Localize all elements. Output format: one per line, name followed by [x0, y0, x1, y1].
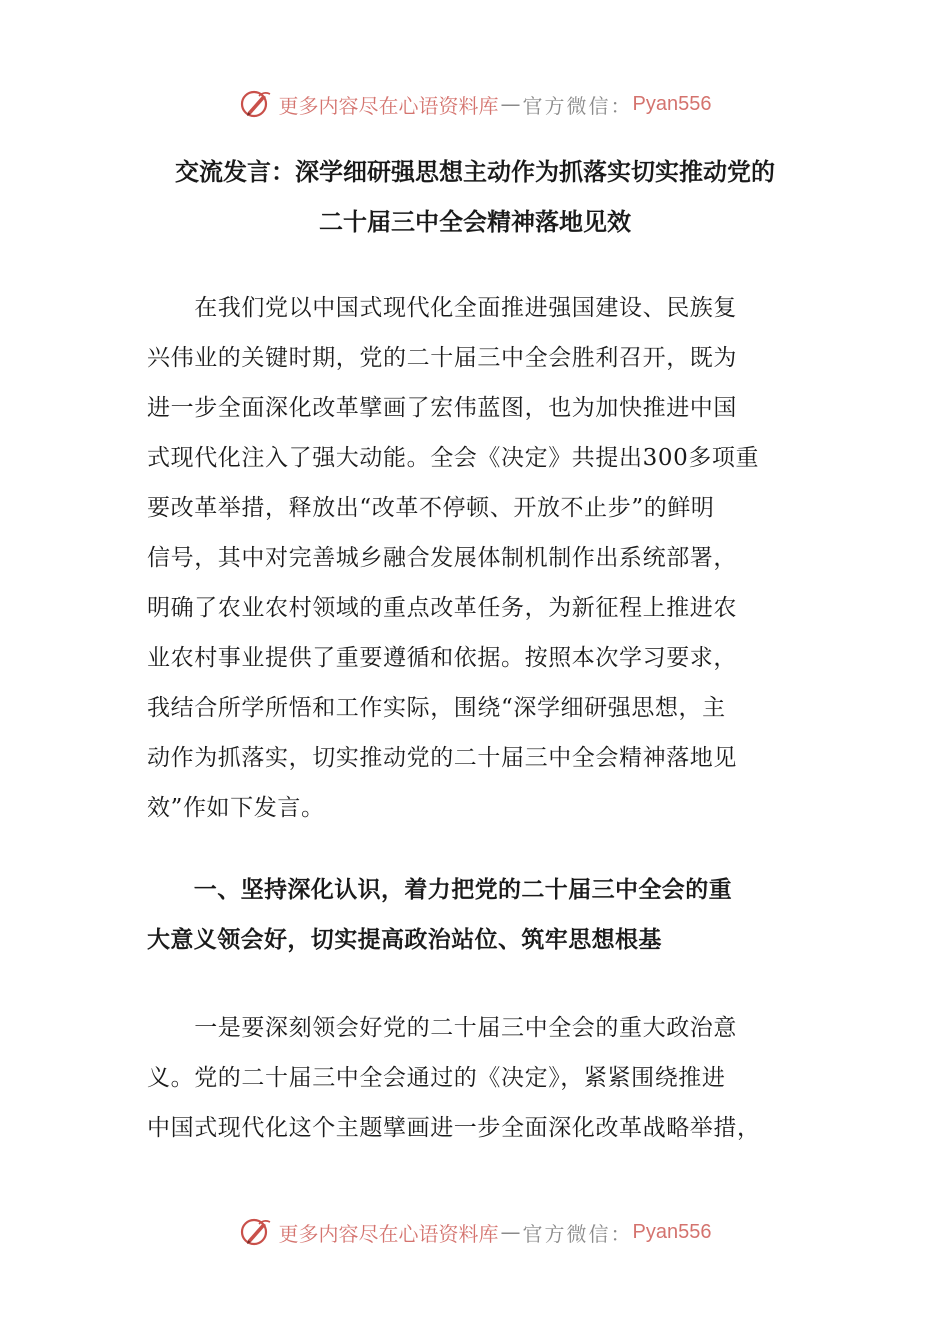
watermark-dash: — [500, 1220, 521, 1244]
watermark-official-label: 官方微信： [522, 93, 633, 118]
watermark-brand: 更多内容尽在心语资料库 [278, 1221, 499, 1246]
pen-circle-logo-icon [239, 87, 273, 121]
watermark-wechat-id: Pyan556 [632, 1220, 712, 1243]
pen-circle-logo-icon [239, 1215, 273, 1249]
text-line: 一是要深刻领会好党的二十届三中全会的重大政治意 [147, 1015, 737, 1041]
heading-line: 大意义领会好，切实提高政治站位、筑牢思想根基 [147, 926, 662, 953]
text-line: 业农村事业提供了重要遵循和依据。按照本次学习要求， [147, 645, 737, 671]
title-line: 交流发言：深学细研强思想主动作为抓落实切实推动党的 [175, 157, 775, 186]
document-title [147, 147, 803, 247]
text-line: 我结合所学所悟和工作实际，围绕“深学细研强思想，主 [147, 695, 726, 721]
body-paragraph [147, 1003, 807, 1153]
section-heading [147, 865, 807, 965]
title-line: 二十届三中全会精神落地见效 [319, 207, 631, 236]
text-line: 兴伟业的关键时期，党的二十届三中全会胜利召开，既为 [147, 345, 737, 371]
text-line: 义。党的二十届三中全会通过的《决定》，紧紧围绕推进 [147, 1065, 726, 1091]
watermark-dash: — [500, 92, 521, 116]
text-line: 效”作如下发言。 [147, 795, 325, 821]
heading-line: 一、坚持深化认识，着力把党的二十届三中全会的重 [147, 876, 732, 903]
text-line: 动作为抓落实，切实推动党的二十届三中全会精神落地见 [147, 745, 737, 771]
header-watermark [0, 84, 950, 124]
watermark-brand: 更多内容尽在心语资料库 [278, 93, 499, 118]
text-line: 明确了农业农村领域的重点改革任务，为新征程上推进农 [147, 595, 737, 621]
text-line: 中国式现代化这个主题擘画进一步全面深化改革战略举措， [147, 1115, 761, 1141]
text-line: 要改革举措，释放出“改革不停顿、开放不止步”的鲜明 [147, 495, 715, 521]
text-line: 式现代化注入了强大动能。全会《决定》共提出300多项重 [147, 445, 760, 471]
text-line: 进一步全面深化改革擘画了宏伟蓝图，也为加快推进中国 [147, 395, 737, 421]
intro-paragraph [147, 283, 807, 833]
watermark-official-label: 官方微信： [522, 1221, 633, 1246]
text-line: 信号，其中对完善城乡融合发展体制机制作出系统部署， [147, 545, 737, 571]
watermark-wechat-id: Pyan556 [632, 92, 712, 115]
text-line: 在我们党以中国式现代化全面推进强国建设、民族复 [147, 295, 737, 321]
footer-watermark [0, 1212, 950, 1252]
